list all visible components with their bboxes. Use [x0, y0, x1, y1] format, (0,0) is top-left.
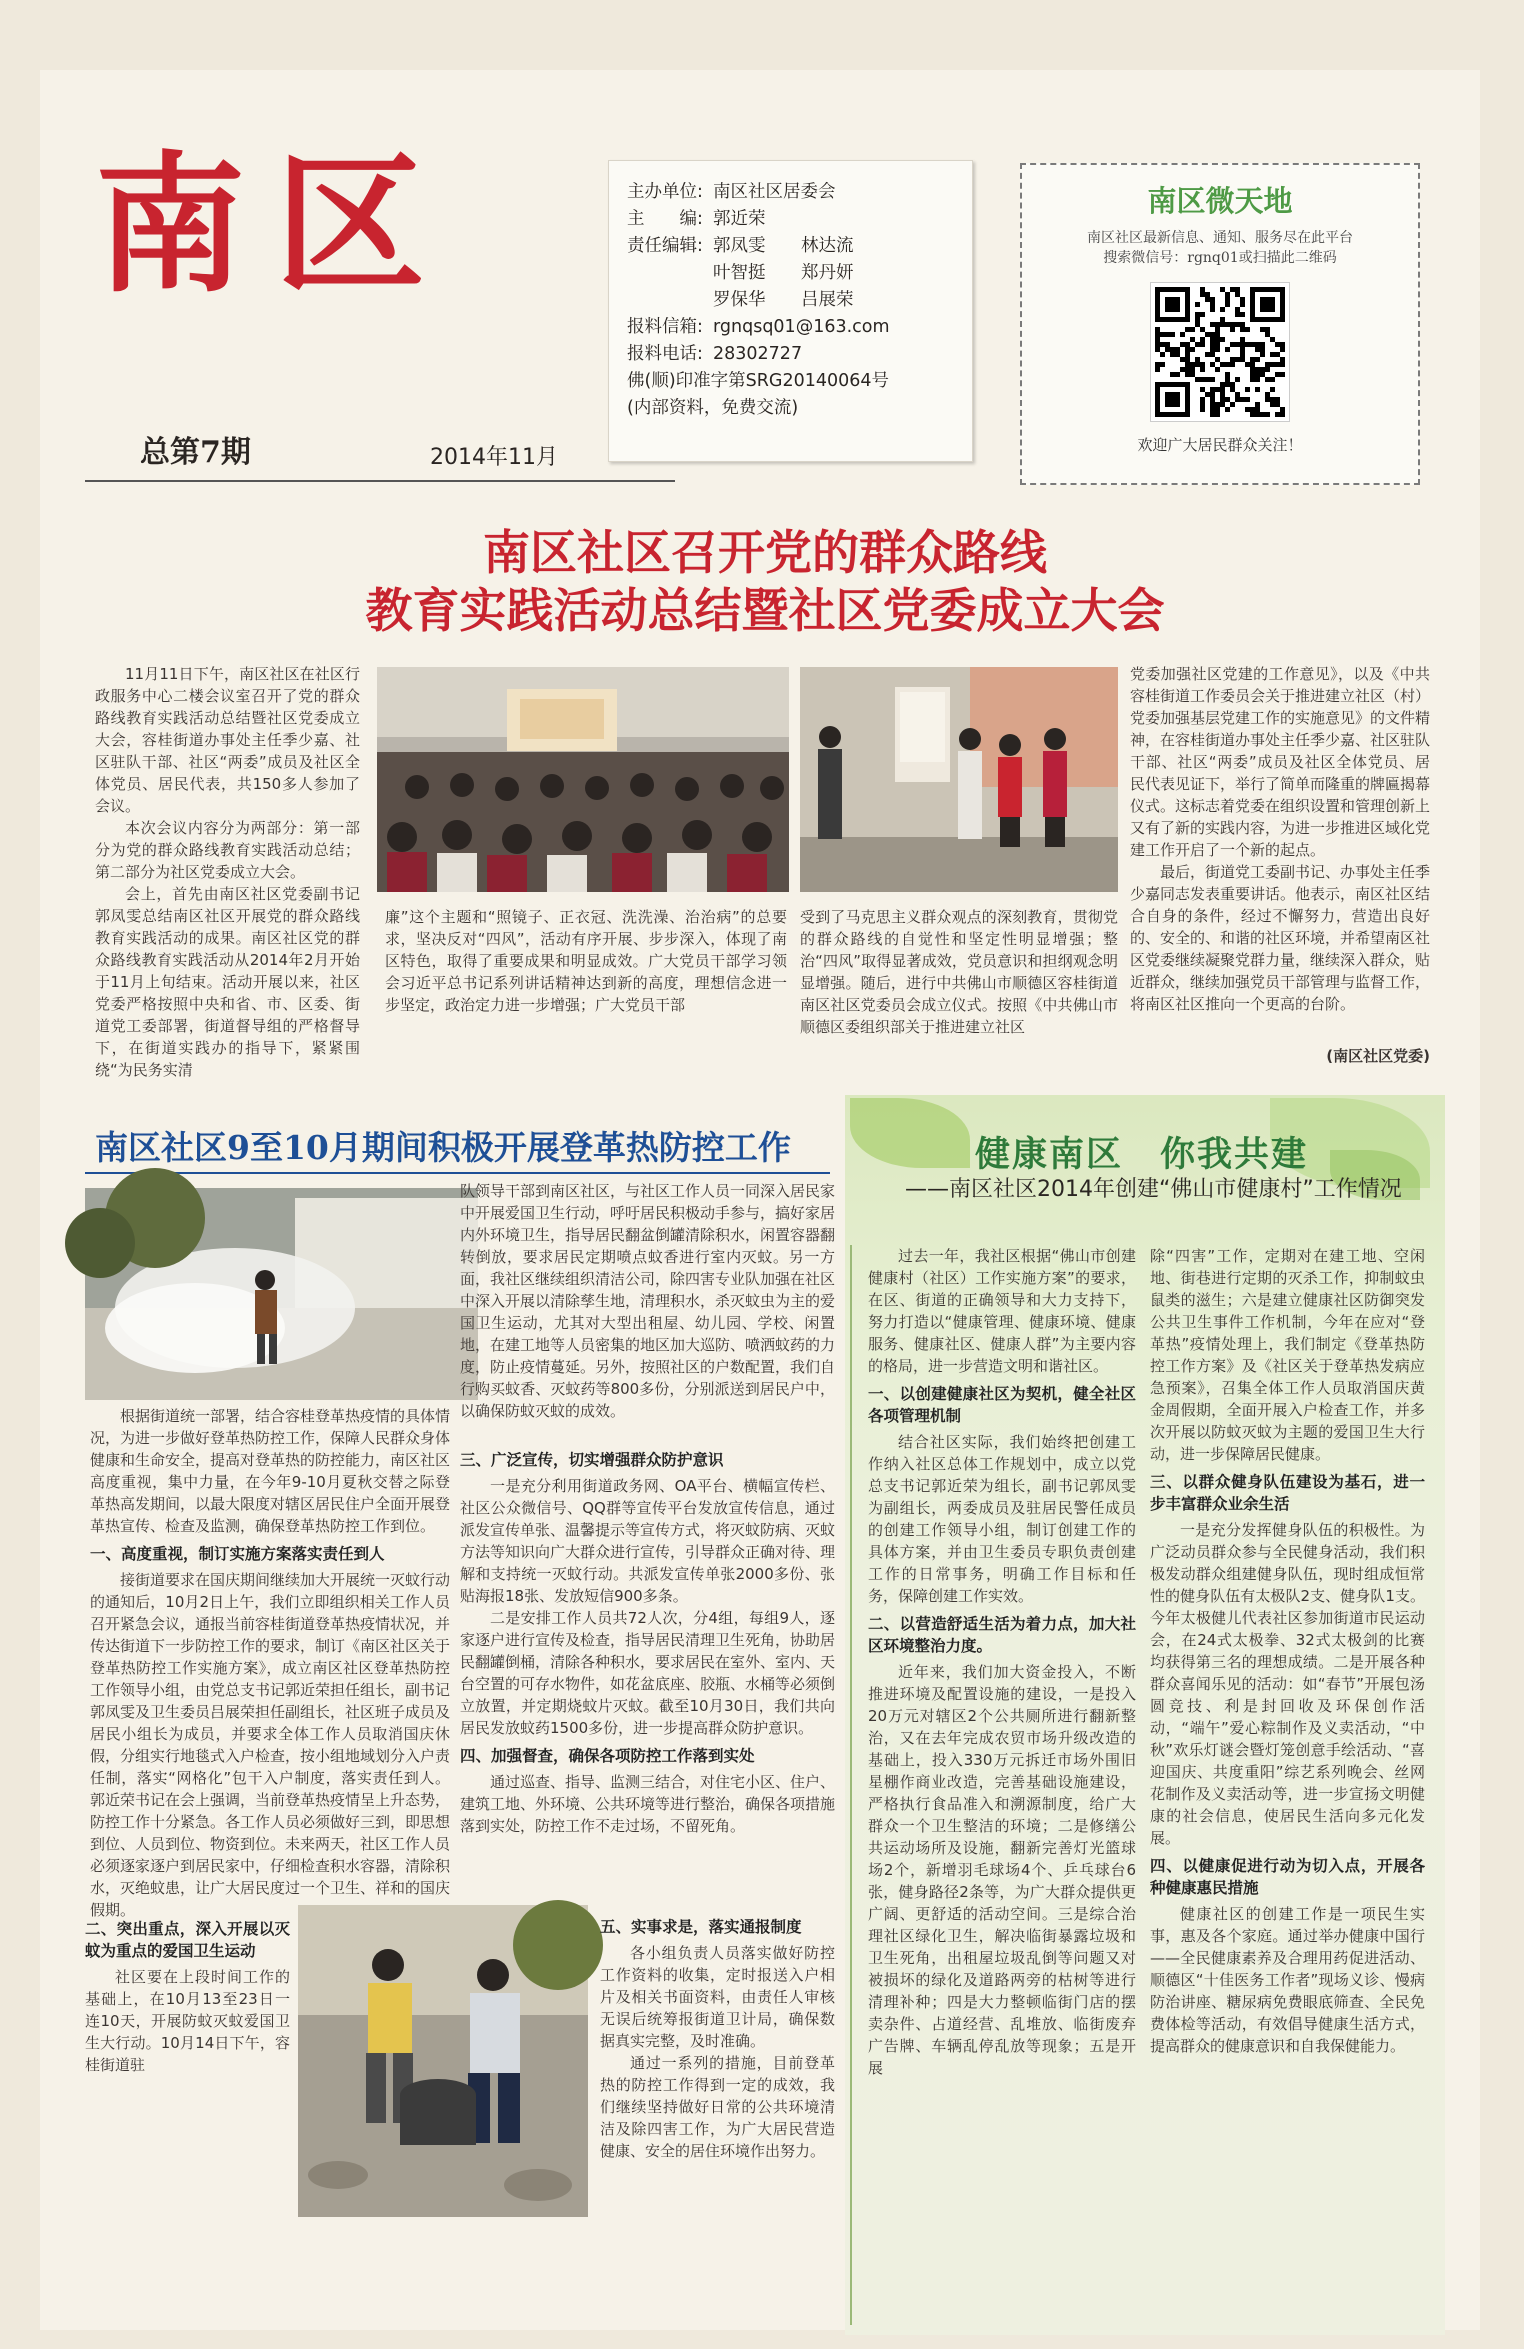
article2-column-1-bottom: [85, 1912, 290, 2217]
imprint-label: 主 编:: [627, 209, 703, 229]
qr-code-icon[interactable]: [1150, 282, 1290, 422]
wechat-description: [1022, 228, 1418, 268]
meeting-photo: [377, 667, 789, 892]
paragraph: 一是充分发挥健身队伍的积极性。为广泛动员群众参与全民健身活动，我们积极发动群众组建健身队伍，现时组成恒常性的健身队伍有太极队2支、健身队1支。今年太极健儿代表社区参加街道市民运动会，在24式太极拳、32式太极剑的比赛均获得第三名的理想成绩。二是开展各种群众喜闻乐见的活动：如“春节”开展包汤圆竞技、利是封回收及环保创作活动，“端午”爱心粽制作及义卖活动，“中秋”欢乐灯谜会暨灯笼创意手绘活动、“喜迎国庆、共度重阳”综艺系列晚会、丝网花制作及义卖活动等，进一步宣扬文明健康的社会信息，使居民生活向多元化发展。: [1150, 1521, 1425, 1847]
editor-name: 叶智挺: [713, 263, 766, 283]
paragraph: 过去一年，我社区根据“佛山市创建健康村（社区）工作实施方案”的要求，在区、街道的正确领导和大力支持下，努力打造以“健康管理、健康环境、健康服务、健康社区、健康人群”为主要内容的格局，进一步营造文明和谐社区。: [868, 1247, 1136, 1375]
masthead-title: 南区: [95, 137, 456, 313]
imprint-note: (内部资料，免费交流): [627, 398, 799, 418]
paragraph: 队领导干部到南区社区，与社区工作人员一同深入居民家中开展爱国卫生行动，呼吁居民积极动手参与，搞好家居内外环境卫生，指导居民翻盆倒罐清除积水，闲置容器翻转倒放，要求居民定期喷点蚊香进行室内灭蚊。另一方面，我社区继续组织清洁公司，除四害专业队加强在社区中深入开展以清除孳生地，清理积水，杀灭蚊虫为主的爱国卫生运动，尤其对大型出租屋、幼儿园、学校、闲置地，在建工地等人员密集的地区加大巡防、喷洒蚊药的力度，防止疫情蔓延。另外，按照社区的户数配置，我们自行购买蚊香、灭蚊药等800多份，分别派送到居民户中，以确保防蚊灭蚊的成效。: [460, 1182, 836, 1420]
article2-column-1: [90, 1405, 451, 1919]
paragraph: 社区要在上段时间工作的基础上，在10月13至23日一连10天，开展防蚊灭蚊爱国卫生大行动。10月14日下午，容桂街道驻: [85, 1968, 290, 2074]
health-column-2: [1150, 1245, 1425, 2330]
editor-name: 吕展荣: [801, 290, 854, 310]
imprint-email: rgnqsq01@163.com: [713, 317, 890, 337]
paragraph: 一是充分利用街道政务网、OA平台、横幅宣传栏、社区公众微信号、QQ群等宣传平台发放宣传信息，通过派发宣传单张、温馨提示等宣传方式，将灭蚊防病、灭蚊方法等知识向广大群众进行宣传，引导群众正确对待、理解和支持统一灭蚊行动。共派发宣传单张2000多份、张贴海报18张、发放短信900多条。: [460, 1477, 836, 1605]
paragraph: 健康社区的创建工作是一项民生实事，惠及各个家庭。通过举办健康中国行——全民健康素养及合理用药促进活动、顺德区“十佳医务工作者”现场义诊、慢病防治讲座、糖尿病免费眼底筛查、全民免费体检等活动，有效倡导健康生活方式，提高群众的健康意识和自我保健能力。: [1150, 1905, 1425, 2055]
masthead-divider: [85, 480, 675, 482]
editor-name: 郭凤雯: [713, 236, 766, 256]
fogging-photo: [85, 1188, 478, 1400]
wechat-promo-box: [1020, 163, 1420, 485]
article1-byline: (南区社区党委): [1326, 1047, 1430, 1065]
paragraph: 会上，首先由南区社区党委副书记郭凤雯总结南区社区开展党的群众路线教育实践活动的成果。南区社区党的群众路线教育实践活动从2014年2月开始于11月上旬结束。活动开展以来，社区党委严格按照中央和省、市、区委、街道党工委部署，街道督导组的严格督导下，在街道实践办的指导下，紧紧围绕“为民务实清: [95, 885, 360, 1079]
article2-column-2-bottom: [600, 1910, 835, 2330]
article2-headline: 南区社区9至10月期间积极开展登革热防控工作: [95, 1128, 791, 1167]
wechat-title: 南区微天地: [1147, 184, 1293, 218]
editor-name: 罗保华: [713, 290, 766, 310]
inspection-photo: [298, 1905, 588, 2217]
imprint-phone: 28302727: [713, 344, 803, 364]
subheading: 四、以健康促进行动为切入点，开展各种健康惠民措施: [1150, 1857, 1425, 1897]
paragraph: 受到了马克思主义群众观点的深刻教育，贯彻党的群众路线的自觉性和坚定性明显增强；整治“四风”取得显著成效，党员意识和担纲观念明显增强。随后，进行中共佛山市顺德区容桂街道南区社区党委员会成立仪式。按照《中共佛山市顺德区委组织部关于推进建立社区: [800, 908, 1118, 1036]
article1-column-1: [95, 663, 360, 1079]
paragraph: 最后，街道党工委副书记、办事处主任季少嘉同志发表重要讲话。他表示，南区社区结合自身的条件，经过不懈努力，营造出良好的、安全的、和谐的社区环境，并希望南区社区党委继续凝聚党群力量，继续深入群众，贴近群众，继续加强党员干部管理与监督工作，将南区社区推向一个更高的台阶。: [1130, 863, 1431, 1013]
editor-name: 林达流: [801, 236, 854, 256]
article1-column-3: [800, 906, 1118, 1066]
paragraph: 二是安排工作人员共72人次，分4组，每组9人，逐家逐户进行宣传及检查，指导居民清理卫生死角，协助居民翻罐倒桶，清除各种积水，要求居民在室外、室内、天台空置的可存水物件，如花盆底座、胶瓶、水桶等必须倒立放置，并定期烧蚊片灭蚊。截至10月30日，我们共向居民发放蚊药1500多份，进一步提高群众防护意识。: [460, 1609, 836, 1737]
plaque-unveiling-photo: [800, 667, 1118, 892]
paragraph: 党委加强社区党建的工作意见》，以及《中共容桂街道工作委员会关于推进建立社区（村）党委加强基层党建工作的实施意见》的文件精神，在容桂街道办事处主任季少嘉、社区驻队干部、社区“两委”成员及社区全体党员、居民代表见证下，举行了简单而隆重的牌匾揭幕仪式。这标志着党委在组织设置和管理创新上又有了新的实践内容，为进一步推进区域化党建工作开启了一个新的起点。: [1130, 665, 1431, 859]
issue-number: 总第7期: [140, 435, 251, 470]
subheading: 二、以营造舒适生活为着力点，加大社区环境整治力度。: [868, 1615, 1136, 1655]
subheading: 一、高度重视，制订实施方案落实责任到人: [90, 1545, 385, 1563]
article2-column-2: [460, 1443, 835, 1908]
article2-column-2-top: [460, 1180, 835, 1440]
subheading: 五、实事求是，落实通报制度: [600, 1918, 802, 1936]
editor-name: 郑丹妍: [801, 263, 854, 283]
wechat-footer: 欢迎广大居民群众关注！: [1137, 436, 1303, 454]
paragraph: 接街道要求在国庆期间继续加大开展统一灭蚊行动的通知后，10月2日上午，我们立即组织相关工作人员召开紧急会议，通报当前容桂街道登革热疫情状况，并传达街道下一步防控工作的要求，制订《南区社区关于登革热防控工作实施方案》，成立南区社区登革热防控工作领导小组，由党总支书记郭近荣担任组长，副书记郭凤雯及卫生委员吕展荣担任副组长，社区班子成员及居民小组长为成员，并要求全体工作人员取消国庆休假，分组实行地毯式入户检查，按小组地域划分入户责任制，落实“网格化”包干入户制度，落实责任到人。郭近荣书记在会上强调，当前登革热疫情呈上升态势，防控工作十分紧急。各工作人员必须做好三到，即思想到位、人员到位、物资到位。未来两天，社区工作人员必须逐家逐户到居民家中，仔细检查积水容器，清除积水，灭绝蚊患，让广大居民度过一个卫生、祥和的国庆假期。: [90, 1571, 451, 1919]
imprint-value: 郭近荣: [713, 209, 766, 229]
paragraph: 除“四害”工作，定期对在建工地、空闲地、街巷进行定期的灭杀工作，抑制蚊虫鼠类的滋生；六是建立健康社区防御突发公共卫生事件工作机制，今年在应对“登革热”疫情处理上，我们制定《登革热防控工作方案》及《社区关于登革热发病应急预案》，召集全体工作人员取消国庆黄金周假期，全面开展入户检查工作，并多次开展以防蚊灭蚊为主题的爱国卫生大行动，进一步保障居民健康。: [1150, 1247, 1425, 1463]
paragraph: 通过巡查、指导、监测三结合，对住宅小区、住户、建筑工地、外环境、公共环境等进行整治，确保各项措施落到实处，防控工作不走过场，不留死角。: [460, 1773, 836, 1835]
health-feature-divider: [850, 1245, 852, 2325]
imprint-label: 责任编辑:: [627, 236, 703, 256]
article2-divider: [85, 1172, 830, 1174]
article1-column-2: [385, 906, 787, 1066]
paragraph: 近年来，我们加大资金投入，不断推进环境及配置设施的建设，一是投入20万元对辖区2个公共厕所进行翻新整治，又在去年完成农贸市场升级改造的基础上，投入330万元拆迁市场外围旧星棚作商业改造，完善基础设施建设，严格执行食品准入和溯源制度，给广大群众一个卫生整洁的环境；二是修缮公共运动场所及设施，翻新完善灯光篮球场2个，新增羽毛球场4个、乒乓球台6张，健身路径2条等，为广大群众提供更广阔、更舒适的活动空间。三是综合治理社区绿化卫生，解决临街暴露垃圾和卫生死角，出租屋垃圾乱倒等问题又对被损坏的绿化及道路两旁的枯树等进行清理补种；四是大力整顿临街门店的摆卖杂件、占道经营、乱堆放、临街废弃广告牌、车辆乱停乱放等现象；五是开展: [868, 1663, 1136, 2077]
editor-list: [713, 233, 954, 314]
imprint-label: 主办单位:: [627, 182, 703, 202]
health-feature-subtitle: ——南区社区2014年创建“佛山市健康村”工作情况: [905, 1177, 1402, 1202]
subheading: 三、广泛宣传，切实增强群众防护意识: [460, 1451, 724, 1469]
imprint-license: 佛(顺)印准字第SRG20140064号: [627, 371, 890, 391]
subheading: 四、加强督查，确保各项防控工作落到实处: [460, 1747, 755, 1765]
headline-line: 教育实践活动总结暨社区党委成立大会: [365, 584, 1165, 639]
paragraph: 11月11日下午，南区社区在社区行政服务中心二楼会议室召开了党的群众路线教育实践活动总结暨社区党委成立大会，容桂街道办事处主任季少嘉、社区驻队干部、社区“两委”成员及社区全体党员、居民代表，共150多人参加了会议。: [95, 665, 360, 815]
paragraph: 本次会议内容分为两部分：第一部分为党的群众路线教育实践活动总结；第二部分为社区党委成立大会。: [95, 819, 360, 881]
paragraph: 廉”这个主题和“照镜子、正衣冠、洗洗澡、治治病”的总要求，坚决反对“四风”，活动有序开展、步步深入，体现了南区特色，取得了重要成果和明显成效。广大党员干部学习领会习近平总书记系列讲话精神达到新的高度，理想信念进一步坚定，政治定力进一步增强；广大党员干部: [385, 908, 787, 1014]
article1-column-4: [1130, 663, 1430, 1058]
paragraph: 各小组负责人员落实做好防控工作资料的收集，定时报送入户相片及相关书面资料，由责任人审核无误后统筹报街道卫计局，确保数据真实完整，及时准确。: [600, 1944, 835, 2050]
headline-line: 南区社区召开党的群众路线: [483, 526, 1047, 581]
paragraph: 根据街道统一部署，结合容桂登革热疫情的具体情况，为进一步做好登革热防控工作，保障人民群众身体健康和生命安全，提高对登革热的防控能力，南区社区高度重视，集中力量，在今年9-10月夏秋交替之际登革热高发期间，以最大限度对辖区居民住户全面开展登革热宣传、检查及监测，确保登革热防控工作到位。: [90, 1407, 451, 1535]
subheading: 三、以群众健身队伍建设为基石，进一步丰富群众业余生活: [1150, 1473, 1425, 1513]
issue-date: 2014年11月: [430, 445, 558, 470]
imprint-box: [608, 160, 973, 462]
imprint-value: 南区社区居委会: [713, 182, 836, 202]
subheading: 二、突出重点，深入开展以灭蚊为重点的爱国卫生运动: [85, 1920, 290, 1960]
article1-headline: [180, 525, 1350, 641]
paragraph: 通过一系列的措施，目前登革热的防控工作得到一定的成效，我们继续坚持做好日常的公共环境清洁及除四害工作，为广大居民营造健康、安全的居住环境作出努力。: [600, 2054, 835, 2160]
imprint-label: 报料电话:: [627, 344, 703, 364]
paragraph: 结合社区实际，我们始终把创建工作纳入社区总体工作规划中，成立以党总支书记郭近荣为组长，副书记郭凤雯为副组长，两委成员及驻居民警任成员的创建工作领导小组，制订创建工作的具体方案，并由卫生委员专职负责创建工作的日常事务，明确工作目标和任务，保障创建工作实效。: [868, 1433, 1136, 1605]
article1-byline-wrap: [1130, 1045, 1430, 1069]
wechat-desc-line: 搜索微信号：rgnq01或扫描此二维码: [1103, 250, 1337, 266]
health-feature-title: 健康南区 你我共建: [975, 1134, 1309, 1175]
wechat-desc-line: 南区社区最新信息、通知、服务尽在此平台: [1087, 230, 1353, 246]
health-column-1: [868, 1245, 1136, 2330]
subheading: 一、以创建健康社区为契机，健全社区各项管理机制: [868, 1385, 1136, 1425]
imprint-label: 报料信箱:: [627, 317, 703, 337]
